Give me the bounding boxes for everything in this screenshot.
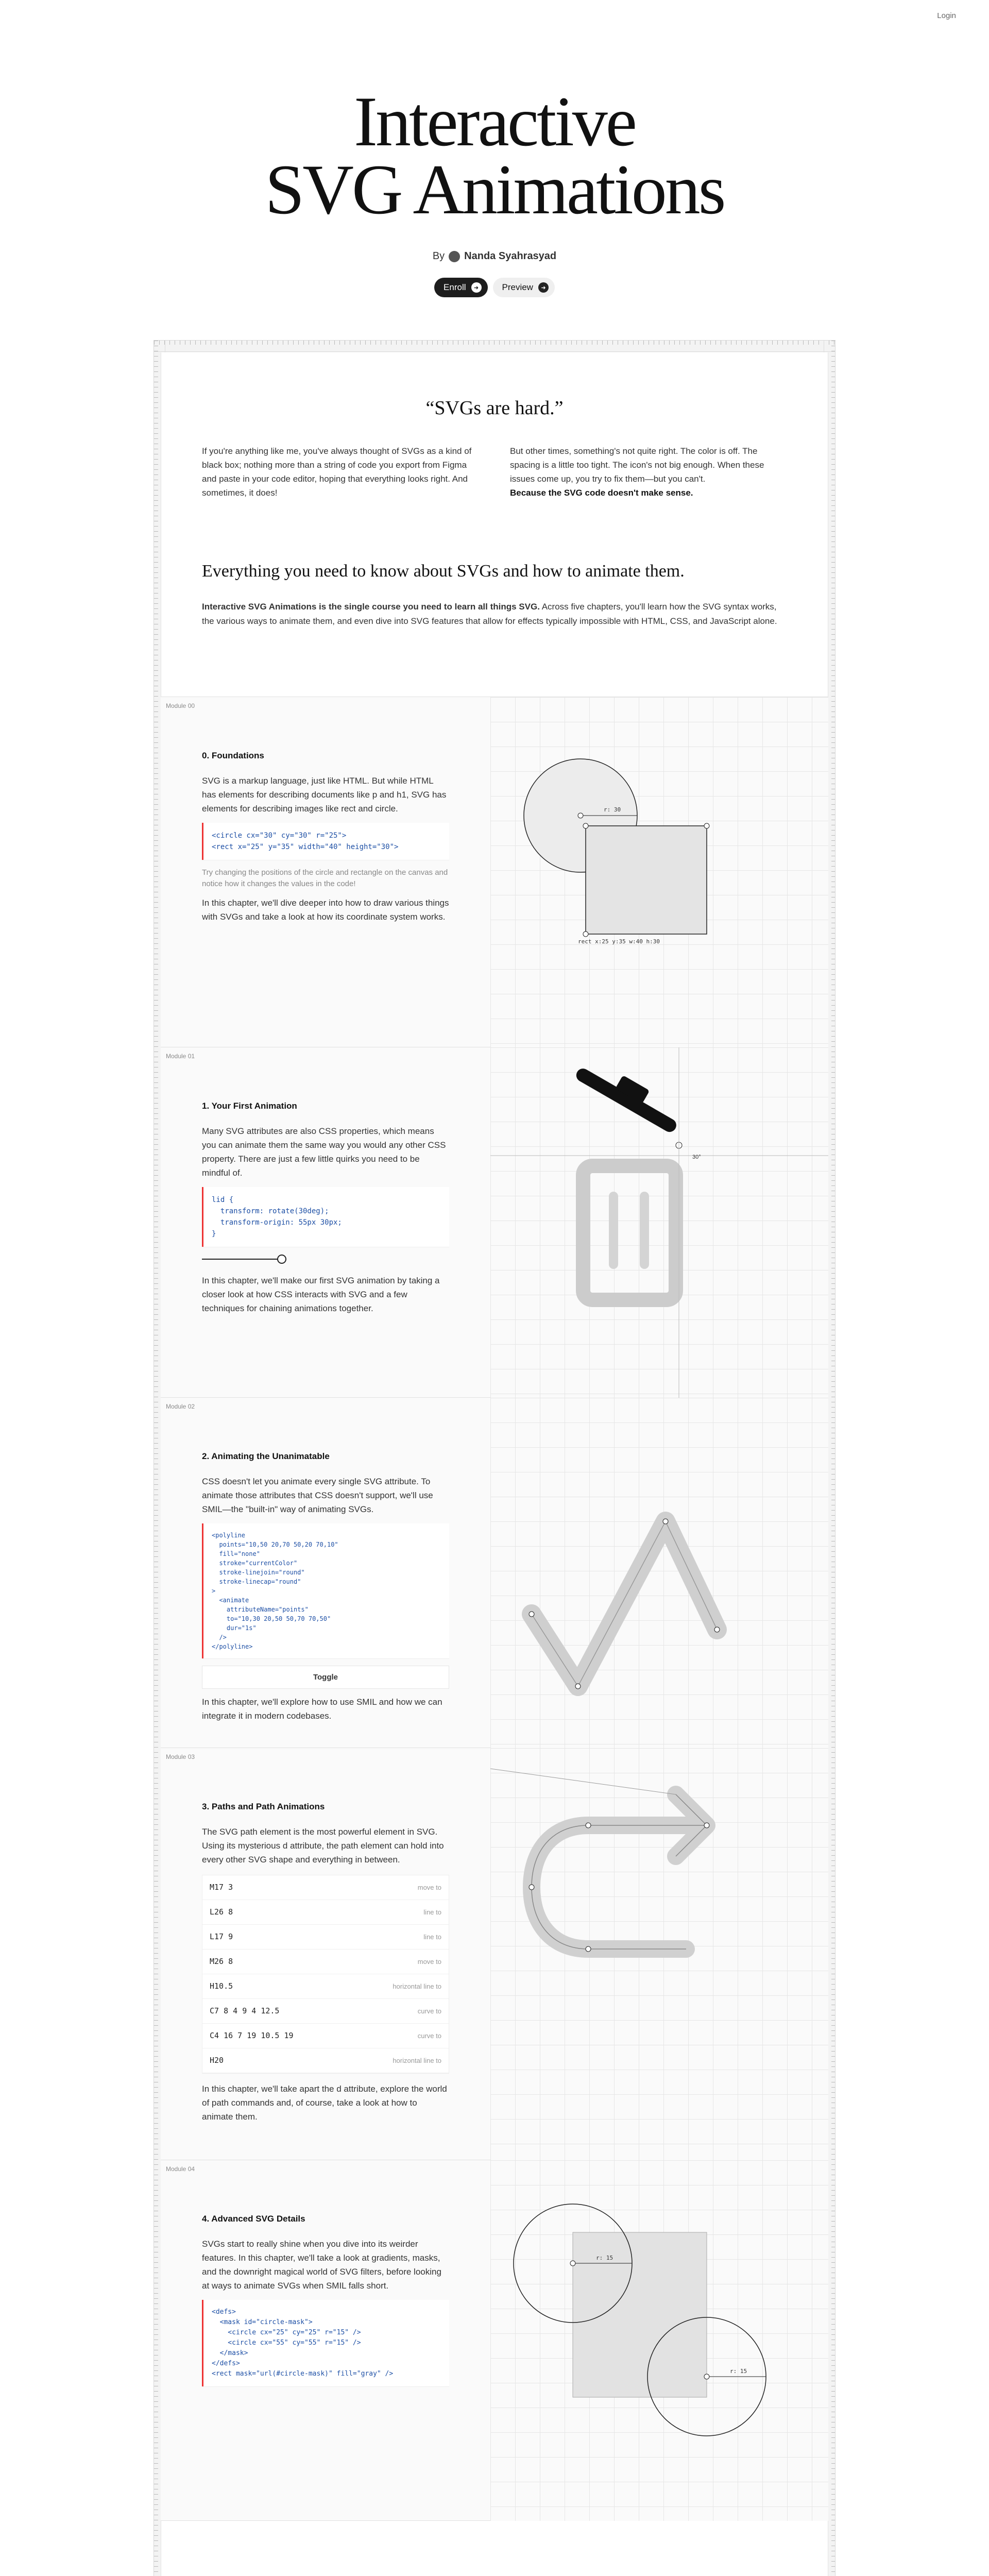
code-line: attributeName="points" (212, 1606, 309, 1613)
login-link[interactable]: Login (937, 11, 956, 20)
path-command-row[interactable] (202, 1925, 449, 1950)
code-line: </mask> (212, 2349, 248, 2357)
code-line: </polyline> (212, 1643, 253, 1650)
path-command: M26 8 (210, 1957, 233, 1966)
arrow-right-icon: ➜ (538, 282, 549, 293)
modules (161, 697, 828, 2520)
module-paragraph: In this chapter, we'll make our first SVG animation by taking a closer look at how CSS interacts with SVG and a few techniques for chaining animations together. (202, 1276, 440, 1313)
interactive-canvas[interactable] (490, 1398, 828, 1748)
interactive-canvas[interactable] (490, 2160, 828, 2521)
code-line: <polyline (212, 1532, 246, 1539)
path-command-row[interactable] (202, 1900, 449, 1925)
module-tag: Module 04 (166, 2165, 195, 2173)
toggle-button[interactable]: Toggle (202, 1666, 449, 1689)
module-note: Try changing the positions of the circle and rectangle on the canvas and notice how it changes the values in the code! (202, 868, 448, 888)
interactive-canvas[interactable] (490, 1748, 828, 2160)
code-block[interactable] (202, 823, 449, 860)
point-handle[interactable] (529, 1612, 534, 1617)
code-block[interactable] (202, 1523, 449, 1658)
module-paragraph: The SVG path element is the most powerful element in SVG. Using its mysterious d attribute, the path element can hold into every other SVG shape and everything in between. (202, 1827, 444, 1865)
code-line: stroke="currentColor" (212, 1560, 298, 1567)
code-line: to="10,30 20,50 50,70 70,50" (212, 1615, 331, 1622)
command-type: curve to (417, 2007, 441, 2015)
module-paths (161, 1748, 828, 2160)
radius-label: r: 15 (596, 2255, 613, 2261)
module-tag: Module 01 (166, 1053, 195, 1060)
code-line: fill="none" (212, 1550, 260, 1557)
section-description (202, 600, 787, 629)
module-text (202, 1800, 449, 2130)
handle[interactable] (583, 823, 588, 828)
mask-illustration (490, 2160, 828, 2521)
code-line: <circle cx="55" cy="55" r="15" /> (212, 2339, 361, 2347)
module-paragraph: SVGs start to really shine when you dive into its weirder features. In this chapter, we'll take a look at gradients, masks, and the downright magical world of SVG filters, before looking at ways to animate SVGs when SMIL falls short. (202, 2239, 441, 2291)
rect-shape[interactable] (586, 826, 707, 934)
rotation-slider[interactable] (202, 1254, 449, 1264)
module-paragraph: In this chapter, we'll take apart the d attribute, explore the world of path commands and, of course, take a look at how to animate them. (202, 2084, 447, 2122)
path-command-row[interactable] (202, 2048, 449, 2073)
code-line: stroke-linejoin="round" (212, 1569, 305, 1576)
trash-illustration (490, 1047, 828, 1398)
command-type: horizontal line to (393, 2057, 441, 2064)
module-advanced (161, 2160, 828, 2521)
module-first-animation (161, 1047, 828, 1398)
code-line: <defs> (212, 2308, 236, 2316)
author-avatar (449, 251, 460, 262)
module-paragraph: SVG is a markup language, just like HTML. But while HTML has elements for describing documents like p and h1, SVG has elements for describing images like rect and circle. (202, 776, 447, 814)
path-command-row[interactable] (202, 1875, 449, 1900)
module-paragraph: In this chapter, we'll explore how to use SMIL and how we can integrate it in modern codebases. (202, 1697, 442, 1721)
code-line: <rect mask="url(#circle-mask)" fill="gray" /> (212, 2370, 394, 2378)
radius-label: r: 30 (604, 806, 621, 813)
title-line-1: Interactive (354, 82, 635, 161)
module-text (202, 1099, 449, 1321)
intro-paragraph-2 (510, 444, 787, 500)
author-name[interactable]: Nanda Syahrasyad (464, 250, 557, 262)
byline-prefix: By (432, 250, 445, 262)
enroll-button[interactable] (434, 278, 487, 297)
path-command: M17 3 (210, 1883, 233, 1892)
intro-quote: “SVGs are hard.” (425, 397, 564, 419)
code-line: points="10,50 20,70 50,20 70,10" (212, 1541, 338, 1548)
page-title (0, 82, 989, 229)
masked-rect (573, 2232, 707, 2397)
path-command-row[interactable] (202, 1950, 449, 1974)
code-line: </defs> (212, 2360, 240, 2367)
radius-label: r: 15 (730, 2368, 747, 2375)
desc-bold: Interactive SVG Animations is the single course you need to learn all things SVG. (202, 602, 540, 612)
trash-lid (574, 1055, 686, 1134)
path-command: C7 8 4 9 4 12.5 (210, 2006, 280, 2015)
module-tag: Module 02 (166, 1403, 195, 1410)
module-unanimatable (161, 1398, 828, 1748)
module-title: 2. Animating the Unanimatable (202, 1451, 330, 1461)
preview-button[interactable] (493, 278, 555, 297)
point-handle[interactable] (704, 1823, 709, 1828)
code-line: dur="1s" (212, 1624, 257, 1632)
code-line: <circle cx="30" cy="30" r="25"> (212, 832, 347, 840)
desc-text: Across five chapters, you'll learn how the SVG syntax works, the various ways to animate them, and even dive into SVG features that allow for effects typically impossible with HTML, CSS, and JavaScript alone. (202, 602, 777, 626)
path-command: H10.5 (210, 1981, 233, 1991)
command-type: move to (417, 1884, 441, 1891)
intro-text: But other times, something's not quite right. The color is off. The spacing is a little too tight. The icon's not big enough. When these issues come up, you try to fix them—but you can't. (510, 446, 764, 484)
module-paragraph: CSS doesn't let you animate every single SVG attribute. To animate those attributes that CSS doesn't support, we'll use SMIL—the "built-in" way of animating SVGs. (202, 1477, 433, 1514)
point-handle[interactable] (586, 1946, 591, 1952)
slider-track (202, 1259, 279, 1260)
point-handle[interactable] (570, 2261, 575, 2266)
intro-emphasis: Because the SVG code doesn't make sense. (510, 488, 693, 498)
code-block[interactable] (202, 2300, 449, 2386)
code-line: <rect x="25" y="35" width="40" height="30"> (212, 843, 399, 851)
code-line: > (212, 1587, 216, 1595)
intro-paragraph-1: If you're anything like me, you've always thought of SVGs as a kind of black box; nothing more than a string of code you export from Figma and paste in your code editor, hoping that everything looks right. And sometimes, it does! (202, 446, 472, 498)
command-type: line to (423, 1908, 441, 1916)
point-handle[interactable] (575, 1684, 581, 1689)
point-handle[interactable] (663, 1519, 668, 1524)
command-type: horizontal line to (393, 1982, 441, 1990)
polyline-shape (532, 1521, 717, 1686)
slider-thumb[interactable] (277, 1255, 286, 1264)
trash-can (583, 1166, 676, 1300)
polyline-illustration (490, 1398, 828, 1748)
point-handle[interactable] (529, 1885, 534, 1890)
enroll-label: Enroll (444, 282, 466, 292)
module-text (202, 2212, 449, 2394)
code-line: transform-origin: 55px 30px; (212, 1218, 342, 1227)
angle-label: 30° (692, 1154, 701, 1160)
command-type: line to (423, 1933, 441, 1941)
code-line: <mask id="circle-mask"> (212, 2318, 313, 2326)
point-handle[interactable] (586, 1823, 591, 1828)
module-paragraph: In this chapter, we'll dive deeper into how to draw various things with SVGs and take a look at how its coordinate system works. (202, 898, 449, 922)
path-command-row[interactable] (202, 2024, 449, 2048)
module-title: 0. Foundations (202, 751, 264, 760)
path-commands-list (202, 1875, 449, 2074)
command-type: curve to (417, 2032, 441, 2040)
code-line: lid { (212, 1196, 234, 1204)
path-command: L26 8 (210, 1907, 233, 1917)
path-command: C4 16 7 19 10.5 19 (210, 2031, 294, 2040)
control-line (490, 1769, 676, 1794)
module-foundations (161, 697, 828, 1047)
trash-stripe (640, 1192, 649, 1269)
module-title: 3. Paths and Path Animations (202, 1802, 325, 1811)
handle[interactable] (578, 813, 583, 818)
command-type: move to (417, 1958, 441, 1965)
handle[interactable] (583, 931, 588, 937)
code-line: transform: rotate(30deg); (212, 1207, 329, 1215)
point-handle[interactable] (714, 1627, 720, 1632)
arrow-path (532, 1794, 707, 1949)
preview-label: Preview (502, 282, 533, 292)
module-title: 4. Advanced SVG Details (202, 2214, 305, 2224)
code-line: } (212, 1230, 216, 1238)
module-text (202, 1449, 449, 1729)
module-title: 1. Your First Animation (202, 1101, 297, 1111)
point-handle[interactable] (704, 2374, 709, 2379)
code-line: /> (212, 1634, 227, 1641)
code-block[interactable] (202, 1187, 449, 1247)
code-line: stroke-linecap="round" (212, 1578, 301, 1585)
path-illustration (490, 1748, 828, 2160)
byline (0, 250, 989, 262)
code-line: <animate (212, 1597, 249, 1604)
interactive-canvas[interactable] (490, 697, 828, 1047)
path-command-row[interactable] (202, 1999, 449, 2024)
module-text (202, 749, 449, 930)
section-heading: Everything you need to know about SVGs and how to animate them. (202, 562, 685, 581)
path-command: L17 9 (210, 1932, 233, 1941)
ruler-top (154, 341, 835, 352)
intro-columns (202, 444, 787, 500)
module-paragraph: Many SVG attributes are also CSS properties, which means you can animate them the same way you would any other CSS property. There are just a few little quirks you need to be mindful of. (202, 1126, 446, 1178)
arrow-right-icon: ➜ (471, 282, 482, 293)
title-line-2: SVG Animations (265, 150, 724, 229)
interactive-canvas[interactable] (490, 1047, 828, 1398)
trash-stripe (609, 1192, 618, 1269)
rect-label: rect x:25 y:35 w:40 h:30 (578, 938, 660, 945)
path-command-row[interactable] (202, 1974, 449, 1999)
hero-actions (0, 278, 989, 297)
handle[interactable] (704, 823, 709, 828)
path-command: H20 (210, 2056, 224, 2065)
module-tag: Module 03 (166, 1753, 195, 1760)
foundations-illustration[interactable] (490, 697, 828, 1047)
module-tag: Module 00 (166, 702, 195, 709)
code-line: <circle cx="25" cy="25" r="15" /> (212, 2329, 361, 2336)
hero (0, 82, 989, 297)
